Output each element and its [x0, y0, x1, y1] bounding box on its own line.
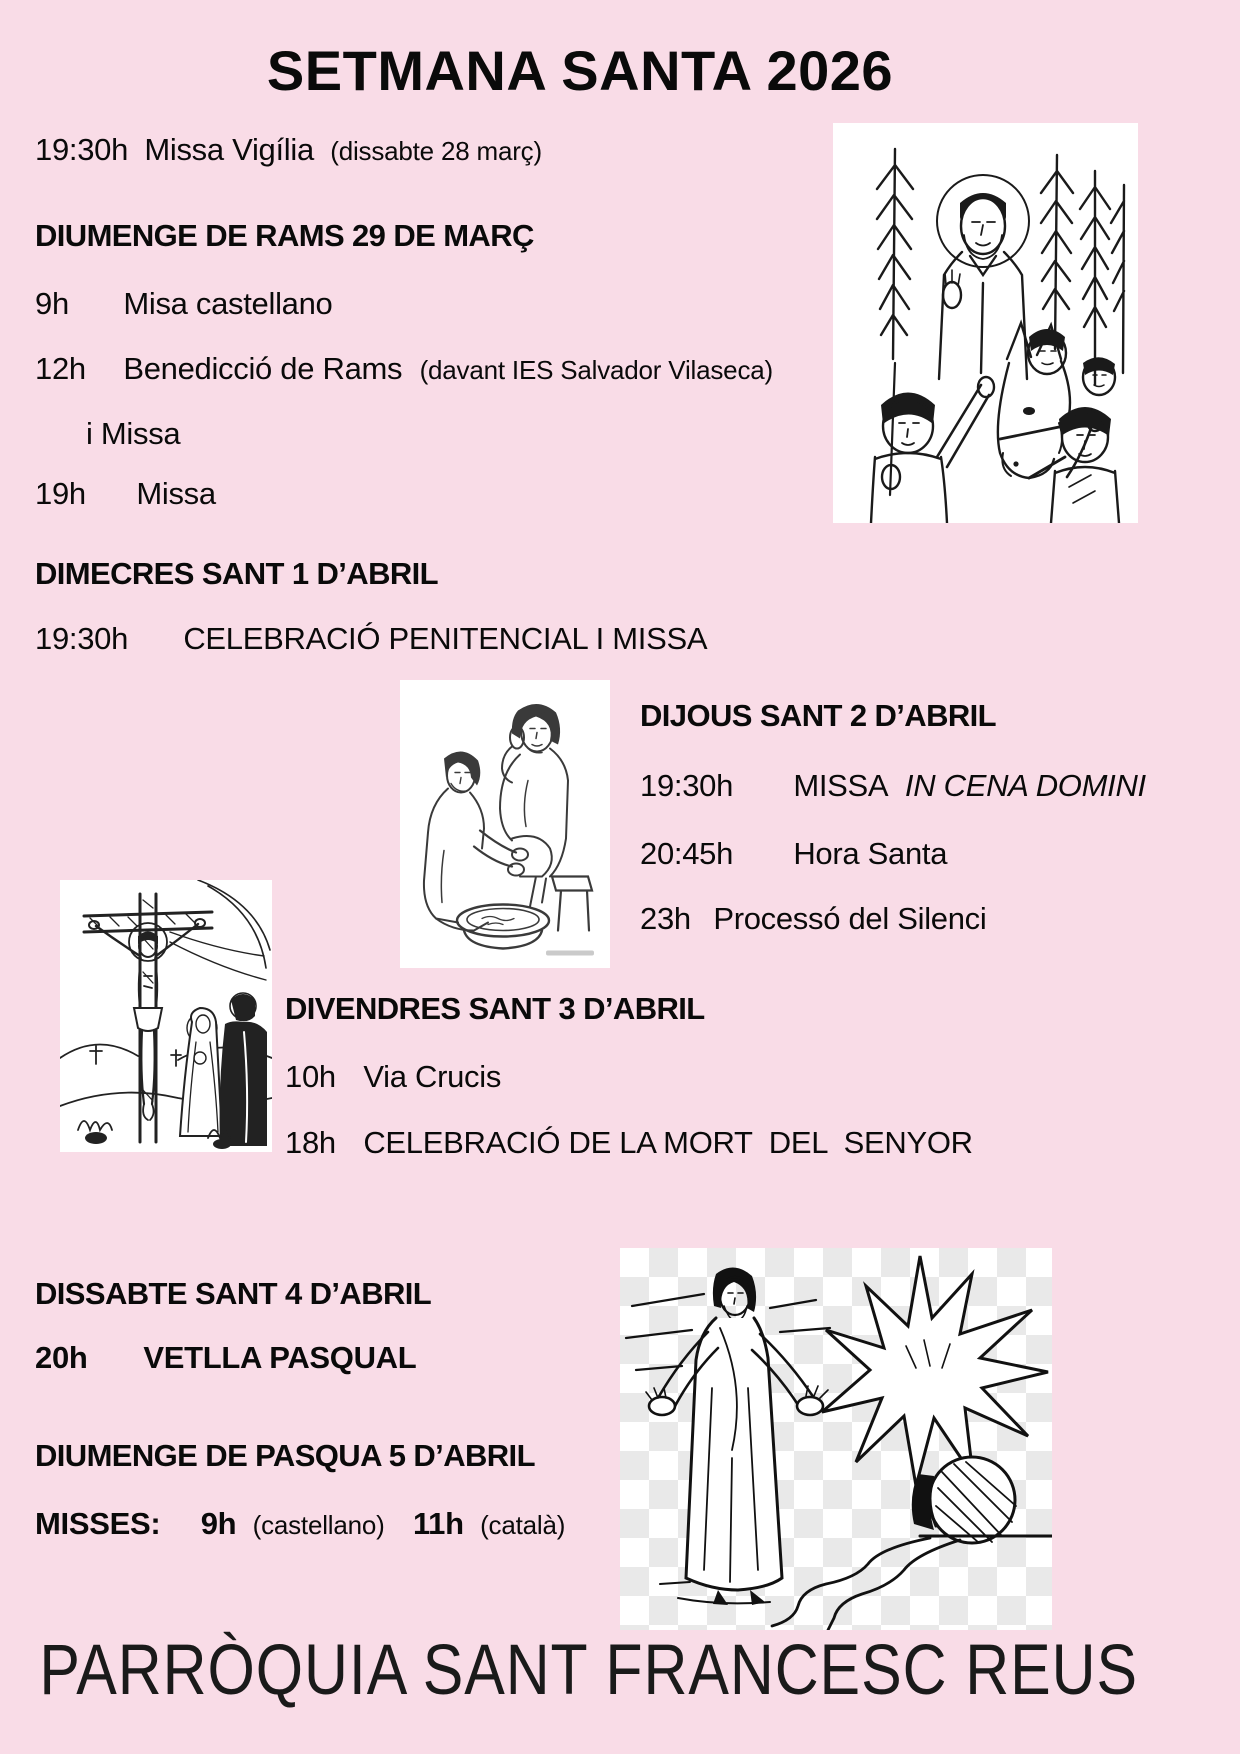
mass-time: 20:45h: [640, 836, 734, 871]
mass-language-note: (castellano): [252, 1510, 385, 1540]
mass-time: 19h: [35, 476, 86, 511]
foot-washing-illustration: [400, 680, 610, 968]
mass-label: VETLLA PASQUAL: [143, 1340, 417, 1375]
mass-line: [35, 477, 216, 511]
mass-line: [35, 352, 773, 386]
crucifixion-illustration: [60, 880, 272, 1152]
mass-location-note: (davant IES Salvador Vilaseca): [419, 355, 773, 385]
mass-label: CELEBRACIÓ PENITENCIAL I MISSA: [183, 621, 708, 656]
palm-sunday-illustration: [833, 123, 1138, 523]
good-friday-header: DIVENDRES SANT 3 D’ABRIL: [285, 991, 705, 1026]
mass-line: [640, 837, 947, 871]
mass-line: [285, 1060, 501, 1094]
resurrection-illustration: [620, 1248, 1052, 1630]
mass-time: 20h: [35, 1340, 88, 1375]
mass-line: [35, 622, 707, 656]
mass-line: [35, 287, 332, 321]
palm-sunday-header: DIUMENGE DE RAMS 29 DE MARÇ: [35, 218, 534, 253]
mass-label: MISSA: [793, 768, 887, 803]
vigil-note: (dissabte 28 març): [330, 136, 542, 166]
holy-wednesday-header: DIMECRES SANT 1 D’ABRIL: [35, 556, 439, 591]
crucifixion-image: [60, 880, 272, 1152]
masses-label: MISSES:: [35, 1506, 161, 1541]
mass-line: [640, 769, 1146, 803]
mass-time: 19:30h: [35, 621, 129, 656]
vigil-label: Missa Vigília: [144, 132, 314, 167]
mass-label: Benedicció de Rams: [123, 351, 403, 386]
mass-time: 10h: [285, 1059, 336, 1094]
vigil-line: [35, 133, 542, 167]
mass-label: Missa: [136, 476, 216, 511]
mass-time: 12h: [35, 351, 86, 386]
palm-sunday-image: [833, 123, 1138, 523]
mass-time: 9h: [200, 1506, 237, 1541]
mass-time: 9h: [35, 286, 69, 321]
foot-washing-image: [400, 680, 610, 968]
mass-label: Via Crucis: [363, 1059, 502, 1094]
vigil-time: 19:30h: [35, 132, 129, 167]
mass-time: 11h: [412, 1506, 464, 1541]
mass-line: [35, 1341, 416, 1375]
easter-sunday-header: DIUMENGE DE PASQUA 5 D’ABRIL: [35, 1438, 535, 1473]
mass-label: Processó del Silenci: [713, 901, 987, 936]
mass-time: 18h: [285, 1125, 336, 1160]
mass-line: [285, 1126, 973, 1160]
holy-saturday-header: DISSABTE SANT 4 D’ABRIL: [35, 1276, 432, 1311]
page-title: SETMANA SANTA 2026: [266, 39, 894, 102]
mass-line-continuation: i Missa: [86, 416, 181, 451]
mass-line: [640, 902, 986, 936]
mass-label: CELEBRACIÓ DE LA MORT DEL SENYOR: [363, 1125, 973, 1160]
mass-language-note: (català): [480, 1510, 566, 1540]
mass-label: Hora Santa: [793, 836, 948, 871]
parish-name: PARRÒQUIA SANT FRANCESC REUS: [39, 1629, 1138, 1710]
mass-latin-title: IN CENA DOMINI: [904, 768, 1146, 803]
mass-time: 23h: [640, 901, 691, 936]
mass-label: Misa castellano: [123, 286, 333, 321]
resurrection-image: [620, 1248, 1052, 1630]
mass-time: 19:30h: [640, 768, 734, 803]
holy-thursday-header: DIJOUS SANT 2 D’ABRIL: [640, 698, 996, 733]
easter-masses-line: [35, 1507, 565, 1541]
